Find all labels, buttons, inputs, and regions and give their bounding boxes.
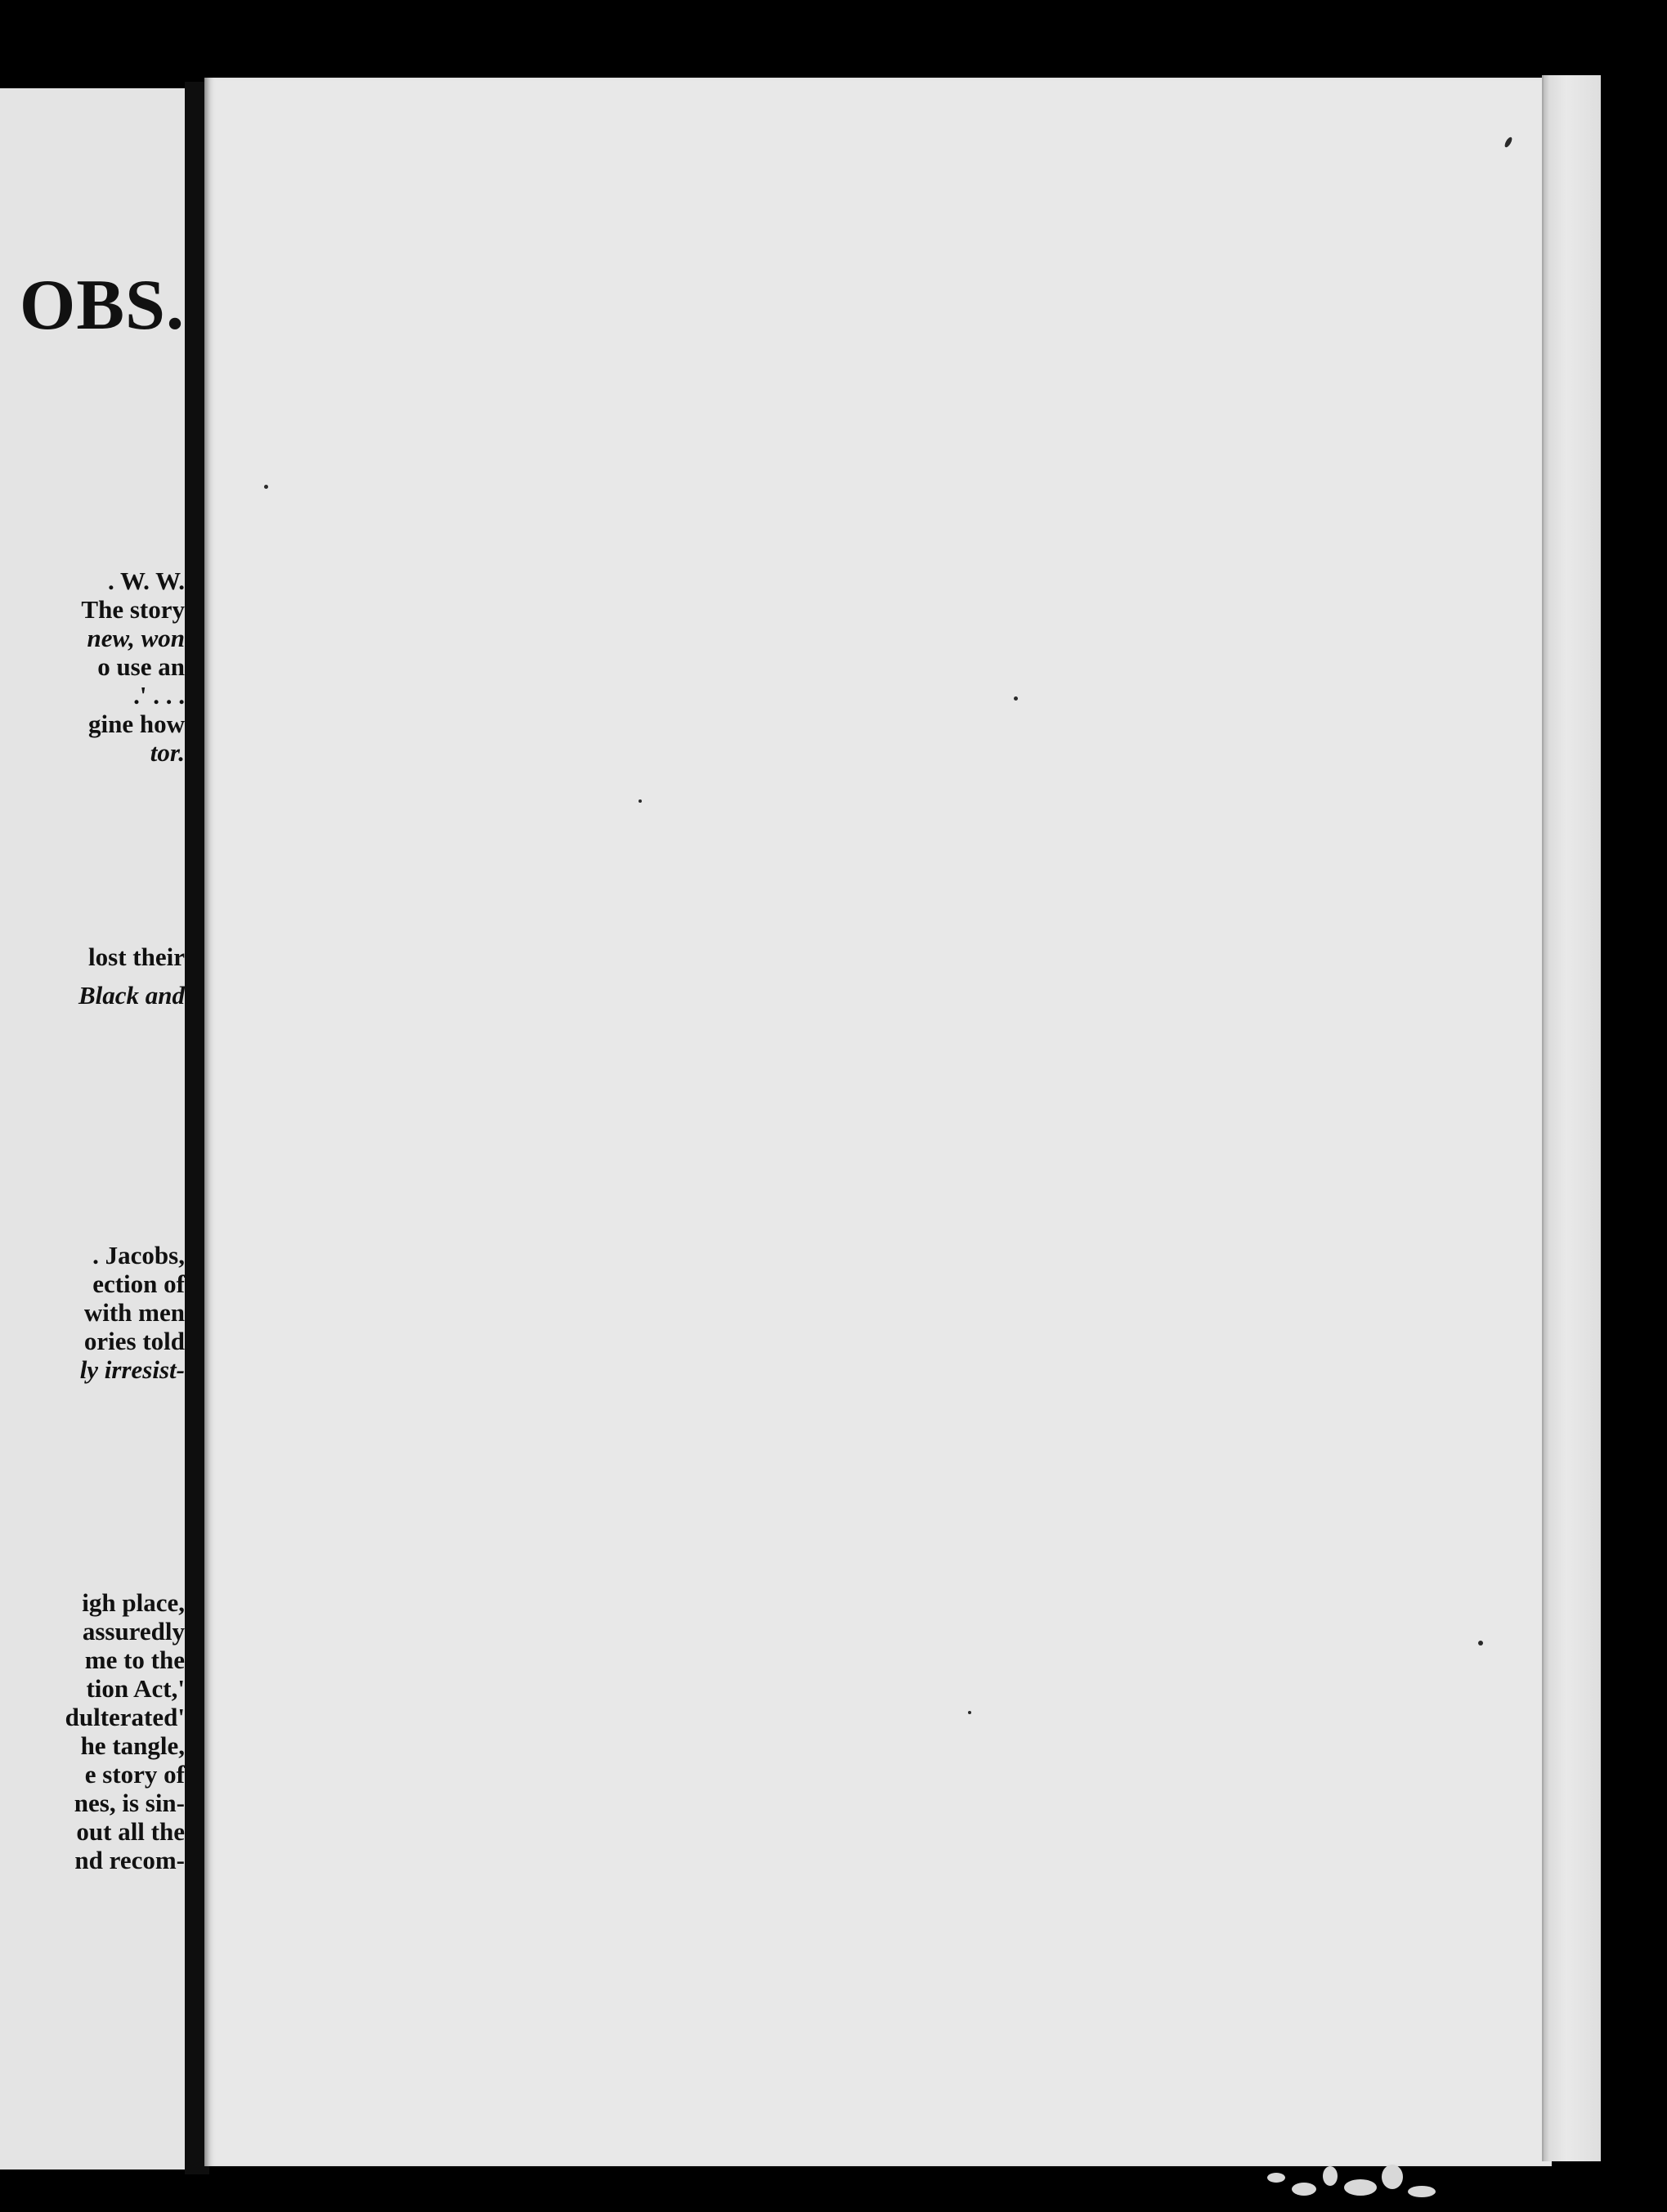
ink-speck xyxy=(639,799,642,803)
text-block-3 xyxy=(0,1241,185,1384)
text-line: new, won xyxy=(87,624,185,652)
blank-page xyxy=(204,78,1552,2166)
text-line: nes, is sin- xyxy=(74,1789,185,1817)
page-stack-edge xyxy=(1542,75,1601,2161)
previous-page-fragment xyxy=(0,88,185,2169)
text-line: tor. xyxy=(150,738,185,767)
text-line: dulterated' xyxy=(65,1703,185,1731)
text-line: .' . . . xyxy=(133,681,185,710)
text-line: ection of xyxy=(92,1269,185,1298)
ink-speck xyxy=(1478,1641,1483,1646)
ink-speck xyxy=(1503,136,1513,148)
text-line: with men xyxy=(83,1298,185,1327)
text-line xyxy=(0,971,185,981)
page-heading-fragment: OBS. xyxy=(19,266,185,345)
text-line: he tangle, xyxy=(80,1731,185,1760)
text-line: The story xyxy=(81,595,185,624)
ink-speck xyxy=(1014,696,1018,701)
text-block-1 xyxy=(0,566,185,767)
text-line: igh place, xyxy=(82,1588,185,1617)
text-line: me to the xyxy=(84,1646,185,1674)
text-line: ories told xyxy=(83,1327,185,1355)
text-line: . Jacobs, xyxy=(92,1241,185,1269)
ink-speck xyxy=(968,1711,971,1714)
text-line: lost their xyxy=(88,943,185,971)
text-line: out all the xyxy=(76,1817,185,1846)
text-line: Black and xyxy=(78,981,185,1010)
text-block-2 xyxy=(0,943,185,1010)
text-line: o use an xyxy=(97,652,185,681)
text-line: tion Act,' xyxy=(86,1674,185,1703)
text-line: assuredly xyxy=(82,1617,185,1646)
scan-artifact xyxy=(1259,2158,1472,2212)
text-line: ly irresist- xyxy=(79,1355,185,1384)
text-line: nd recom- xyxy=(74,1846,185,1874)
text-line: gine how xyxy=(88,710,185,738)
text-line: e story of xyxy=(84,1760,185,1789)
text-block-4 xyxy=(0,1588,185,1874)
text-line: . W. W. xyxy=(108,566,185,595)
ink-speck xyxy=(264,485,268,489)
